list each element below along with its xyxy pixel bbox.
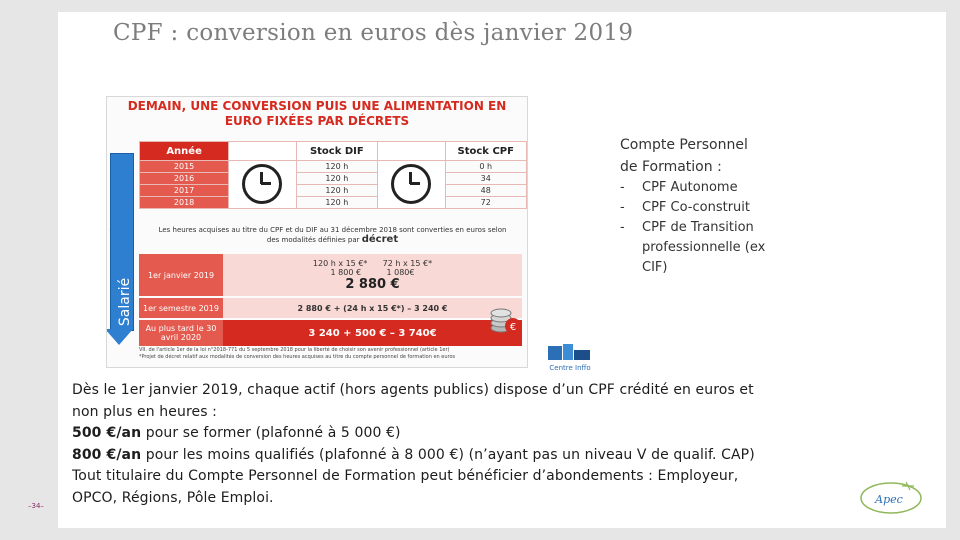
cpf-panel-title-line1: Compte Personnel	[620, 137, 748, 153]
body-amount-bold: 500 €/an	[72, 425, 142, 441]
header-year: Année	[140, 142, 229, 161]
cpf-panel-title-line2: de Formation :	[620, 159, 722, 175]
clock-cell	[378, 161, 445, 209]
clock-icon	[242, 164, 282, 204]
table-header-row	[140, 142, 527, 161]
list-item-label: CPF Autonome	[642, 180, 738, 195]
dif-cell: 120 h	[296, 197, 377, 209]
conversion-row-content	[223, 254, 522, 296]
table-row	[140, 161, 527, 173]
conversion-cpf-euros: 1 080€	[386, 267, 415, 277]
table-row	[140, 173, 527, 185]
conversion-row-label: Au plus tard le 30 avril 2020	[139, 320, 223, 346]
year-cell: 2018	[140, 197, 229, 209]
centre-inffo-text: Centre Inffo	[549, 364, 591, 372]
conversion-cpf-hours: 72 h x 15 €*	[382, 258, 433, 268]
cpf-cell: 0 h	[445, 161, 527, 173]
page-number: –34–	[28, 502, 44, 510]
header-dif: Stock DIF	[296, 142, 377, 161]
figure-heading-line1: DEMAIN, UNE CONVERSION PUIS UNE ALIMENTATION EN	[127, 99, 507, 113]
centre-inffo-logo	[546, 342, 594, 376]
conversion-figure	[106, 96, 528, 368]
conversion-dif-hours: 120 h x 15 €*	[312, 258, 368, 268]
cpf-cell: 48	[445, 185, 527, 197]
body-text	[72, 380, 772, 509]
dif-cell: 120 h	[296, 185, 377, 197]
list-item-label: CPF de Transition professionnelle (ex CIF)	[642, 220, 766, 275]
clock-icon	[391, 164, 431, 204]
year-cell: 2015	[140, 161, 229, 173]
body-line	[72, 445, 772, 467]
salarie-arrow	[110, 153, 134, 331]
conversion-row	[139, 298, 522, 318]
slide	[58, 12, 946, 528]
header-spacer	[229, 142, 296, 161]
conversion-row	[139, 254, 522, 296]
body-amount-text: pour se former (plafonné à 5 000 €)	[141, 425, 401, 441]
dash-bullet: -	[620, 180, 625, 195]
footnote-2: *Projet de décret relatif aux modalités de conversion des heures acquises au titre du compte personnel de formation en euros	[139, 354, 456, 360]
cpf-types-panel	[620, 134, 790, 278]
list-item-label: CPF Co-construit	[642, 200, 750, 215]
salarie-arrow-label: Salarié	[117, 277, 133, 327]
body-line: Tout titulaire du Compte Personnel de Formation peut bénéficier d’abondements : Employeur, OPCO, Régions, Pôle Emploi.	[72, 468, 739, 506]
figure-footnotes	[139, 347, 519, 361]
dif-cell: 120 h	[296, 173, 377, 185]
figure-heading	[107, 97, 527, 129]
list-item	[620, 178, 790, 198]
conversion-row	[139, 320, 522, 346]
dash-bullet: -	[620, 200, 625, 215]
conversion-row-label: 1er semestre 2019	[139, 298, 223, 318]
list-item	[620, 198, 790, 218]
apec-logo-text: Apec	[875, 493, 903, 506]
footnote-1: VII. de l'article 1er de la loi n°2018-771 du 5 septembre 2018 pour la liberté de choisir son avenir professionnel (article 1er)	[139, 347, 450, 353]
body-line	[72, 423, 772, 445]
clock-cell	[229, 161, 296, 209]
stock-table	[139, 141, 527, 209]
conversion-total: 2 880 €	[345, 276, 400, 292]
figure-heading-line2: EURO FIXÉES PAR DÉCRETS	[224, 114, 410, 128]
table-row	[140, 185, 527, 197]
table-row	[140, 197, 527, 209]
conversion-note-text: des modalités définies par	[266, 236, 360, 244]
conversion-note-line1: Les heures acquises au titre du CPF et du DIF au 31 décembre 2018 sont converties en euros selon	[158, 226, 507, 234]
arrow-head-icon	[106, 329, 133, 345]
conversion-formula: 2 880 € + (24 h x 15 €*) – 3 240 €	[223, 298, 522, 318]
header-spacer	[378, 142, 445, 161]
body-amount-bold: 800 €/an	[72, 446, 142, 463]
header-cpf: Stock CPF	[445, 142, 527, 161]
year-cell: 2017	[140, 185, 229, 197]
slide-title: CPF : conversion en euros dès janvier 2019	[113, 20, 634, 46]
dif-cell: 120 h	[296, 161, 377, 173]
year-cell: 2016	[140, 173, 229, 185]
conversion-row-label: 1er janvier 2019	[139, 254, 223, 296]
svg-text:€: €	[509, 322, 517, 333]
conversion-note	[145, 225, 520, 245]
body-amount-text: pour les moins qualifiés (plafonné à 8 000 €) (n’ayant pas un niveau V de qualif. CAP)	[141, 446, 755, 463]
conversion-formula: 3 240 + 500 € – 3 740€	[223, 320, 522, 346]
conversion-note-bold: décret	[361, 234, 399, 245]
conversion-euros	[331, 268, 415, 277]
conversion-hours	[313, 259, 432, 268]
conversion-dif-euros: 1 800 €	[330, 267, 362, 277]
body-line: Dès le 1er janvier 2019, chaque actif (hors agents publics) dispose d’un CPF crédité en euros et non plus en heures :	[72, 382, 754, 420]
coins-icon	[489, 302, 523, 336]
conversion-note-line2	[145, 235, 520, 245]
apec-logo	[858, 478, 924, 516]
dash-bullet: -	[620, 220, 625, 235]
cpf-cell: 34	[445, 173, 527, 185]
list-item	[620, 218, 790, 278]
cpf-cell: 72	[445, 197, 527, 209]
